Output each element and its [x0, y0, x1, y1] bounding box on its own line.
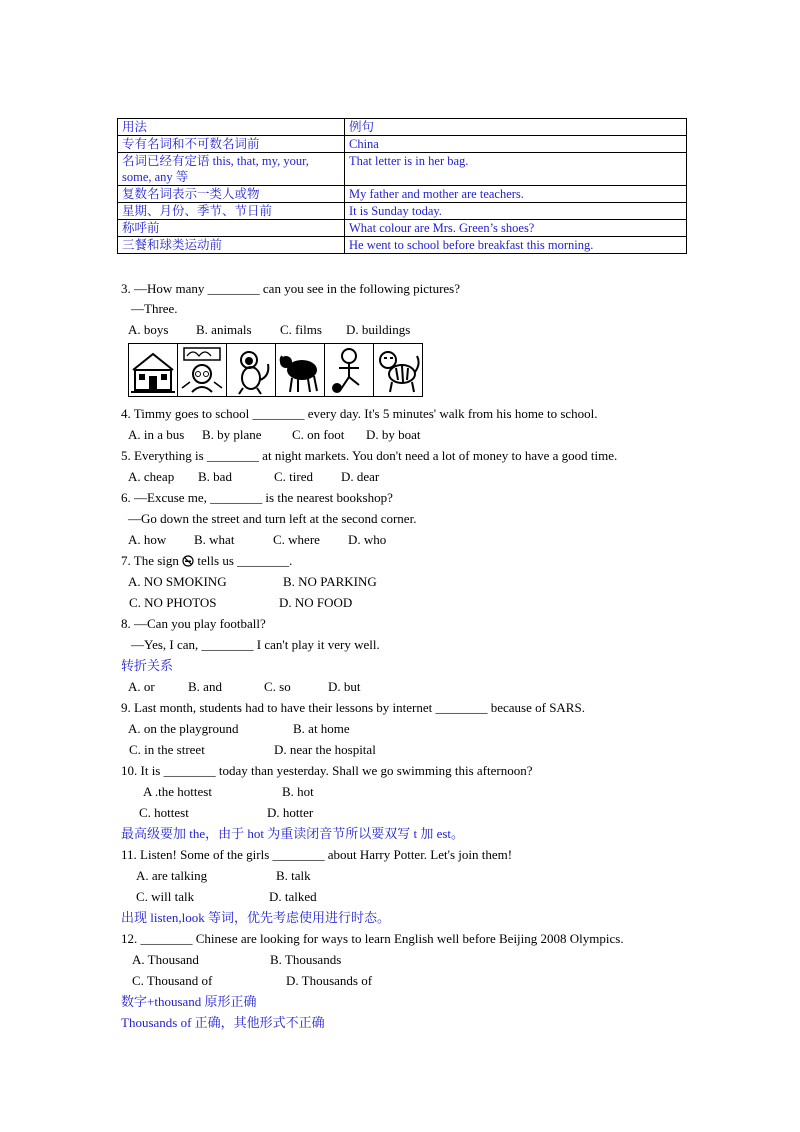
question-8-option-b: B. and — [188, 679, 222, 694]
question-6-option-b: B. what — [194, 532, 235, 547]
table-cell-example: It is Sunday today. — [345, 203, 687, 220]
table-row — [118, 203, 687, 220]
tiger-icon — [374, 344, 422, 396]
question-5-stem: 5. Everything is ________ at night markets. You don't need a lot of money to have a good time. — [121, 448, 618, 463]
table-row — [118, 186, 687, 203]
table-cell-usage: 星期、月份、季节、节日前 — [118, 203, 345, 220]
question-9-option-b: B. at home — [293, 721, 350, 736]
table-header-usage: 用法 — [118, 119, 345, 136]
table-cell-usage: 专有名词和不可数名词前 — [118, 136, 345, 153]
table-row — [118, 237, 687, 254]
sheep-icon — [276, 344, 325, 396]
question-7-option-b: B. NO PARKING — [283, 574, 377, 589]
question-3-option-a: A. boys — [128, 322, 169, 337]
question-4-option-a: A. in a bus — [128, 427, 185, 442]
question-3-option-b: B. animals — [196, 322, 252, 337]
question-8-option-c: C. so — [264, 679, 291, 694]
question-7-stem-after: tells us ________. — [197, 553, 293, 568]
question-6-option-c: C. where — [273, 532, 320, 547]
question-5-option-c: C. tired — [274, 469, 313, 484]
question-4-option-b: B. by plane — [202, 427, 262, 442]
question-11-stem: 11. Listen! Some of the girls ________ about Harry Potter. Let's join them! — [121, 847, 513, 862]
question-3-option-d: D. buildings — [346, 322, 411, 337]
table-cell-example: What colour are Mrs. Green’s shoes? — [345, 220, 687, 237]
table-cell-usage: 名词已经有定语 this, that, my, your, some, any 等 — [118, 153, 345, 186]
question-9-stem: 9. Last month, students had to have their lessons by internet ________ because of SARS. — [121, 700, 585, 715]
question-3-option-c: C. films — [280, 322, 322, 337]
boy-football-icon — [325, 344, 374, 396]
question-7-stem — [121, 553, 292, 571]
question-4-option-c: C. on foot — [292, 427, 345, 442]
question-10-note: 最高级要加 the，由于 hot 为重读闭音节所以要双写 t 加 est。 — [121, 826, 465, 841]
question-12-note-2: Thousands of 正确，其他形式不正确 — [121, 1015, 325, 1030]
table-row — [118, 153, 687, 186]
table-header-example: 例句 — [345, 119, 687, 136]
question-12-stem: 12. ________ Chinese are looking for ways to learn English well before Beijing 2008 Olympics. — [121, 931, 624, 946]
question-8-option-d: D. but — [328, 679, 361, 694]
question-7-stem-before: 7. The sign — [121, 553, 179, 568]
question-8-answer: —Yes, I can, ________ I can't play it very well. — [131, 637, 380, 652]
question-12-note-1: 数字+thousand 原形正确 — [121, 994, 257, 1009]
question-11-option-c: C. will talk — [136, 889, 195, 904]
no-smoking-icon — [182, 555, 194, 571]
question-4-option-d: D. by boat — [366, 427, 421, 442]
question-8-note: 转折关系 — [121, 658, 174, 673]
question-3-answer: —Three. — [131, 301, 178, 316]
question-5-option-b: B. bad — [198, 469, 232, 484]
table-row — [118, 136, 687, 153]
question-6-option-d: D. who — [348, 532, 387, 547]
question-11-note: 出现 listen,look 等词，优先考虑使用进行时态。 — [121, 910, 391, 925]
question-11-option-b: B. talk — [276, 868, 311, 883]
question-7-option-c: C. NO PHOTOS — [129, 595, 217, 610]
question-7-option-d: D. NO FOOD — [279, 595, 353, 610]
question-9-option-a: A. on the playground — [128, 721, 239, 736]
table-cell-example: My father and mother are teachers. — [345, 186, 687, 203]
question-11-option-a: A. are talking — [136, 868, 208, 883]
question-9-option-d: D. near the hospital — [274, 742, 376, 757]
question-10-stem: 10. It is ________ today than yesterday. Shall we go swimming this afternoon? — [121, 763, 533, 778]
table-cell-example: China — [345, 136, 687, 153]
table-cell-usage: 三餐和球类运动前 — [118, 237, 345, 254]
question-10-option-d: D. hotter — [267, 805, 314, 820]
question-12-option-a: A. Thousand — [132, 952, 199, 967]
question-12-option-b: B. Thousands — [270, 952, 342, 967]
question-5-option-a: A. cheap — [128, 469, 175, 484]
question-3-pictures — [128, 343, 423, 397]
table-cell-usage: 称呼前 — [118, 220, 345, 237]
building-icon — [129, 344, 178, 396]
question-8-option-a: A. or — [128, 679, 155, 694]
question-12-option-d: D. Thousands of — [286, 973, 373, 988]
question-10-option-c: C. hottest — [139, 805, 189, 820]
question-10-option-a: A .the hottest — [143, 784, 212, 799]
question-6-option-a: A. how — [128, 532, 167, 547]
table-cell-usage: 复数名词表示一类人或物 — [118, 186, 345, 203]
question-6-answer: —Go down the street and turn left at the second corner. — [128, 511, 417, 526]
question-12-option-c: C. Thousand of — [132, 973, 213, 988]
monkey-icon — [227, 344, 276, 396]
table-header-row — [118, 119, 687, 136]
question-8-stem: 8. —Can you play football? — [121, 616, 266, 631]
usage-table — [117, 118, 687, 254]
question-7-option-a: A. NO SMOKING — [128, 574, 227, 589]
question-5-option-d: D. dear — [341, 469, 380, 484]
table-cell-example: That letter is in her bag. — [345, 153, 687, 186]
table-row — [118, 220, 687, 237]
question-3-stem: 3. —How many ________ can you see in the following pictures? — [121, 281, 461, 296]
question-4-stem: 4. Timmy goes to school ________ every day. It's 5 minutes' walk from his home to school. — [121, 406, 598, 421]
question-6-stem: 6. —Excuse me, ________ is the nearest bookshop? — [121, 490, 393, 505]
harry-potter-book-icon — [178, 344, 227, 396]
question-10-option-b: B. hot — [282, 784, 314, 799]
question-11-option-d: D. talked — [269, 889, 317, 904]
table-cell-example: He went to school before breakfast this morning. — [345, 237, 687, 254]
question-9-option-c: C. in the street — [129, 742, 205, 757]
